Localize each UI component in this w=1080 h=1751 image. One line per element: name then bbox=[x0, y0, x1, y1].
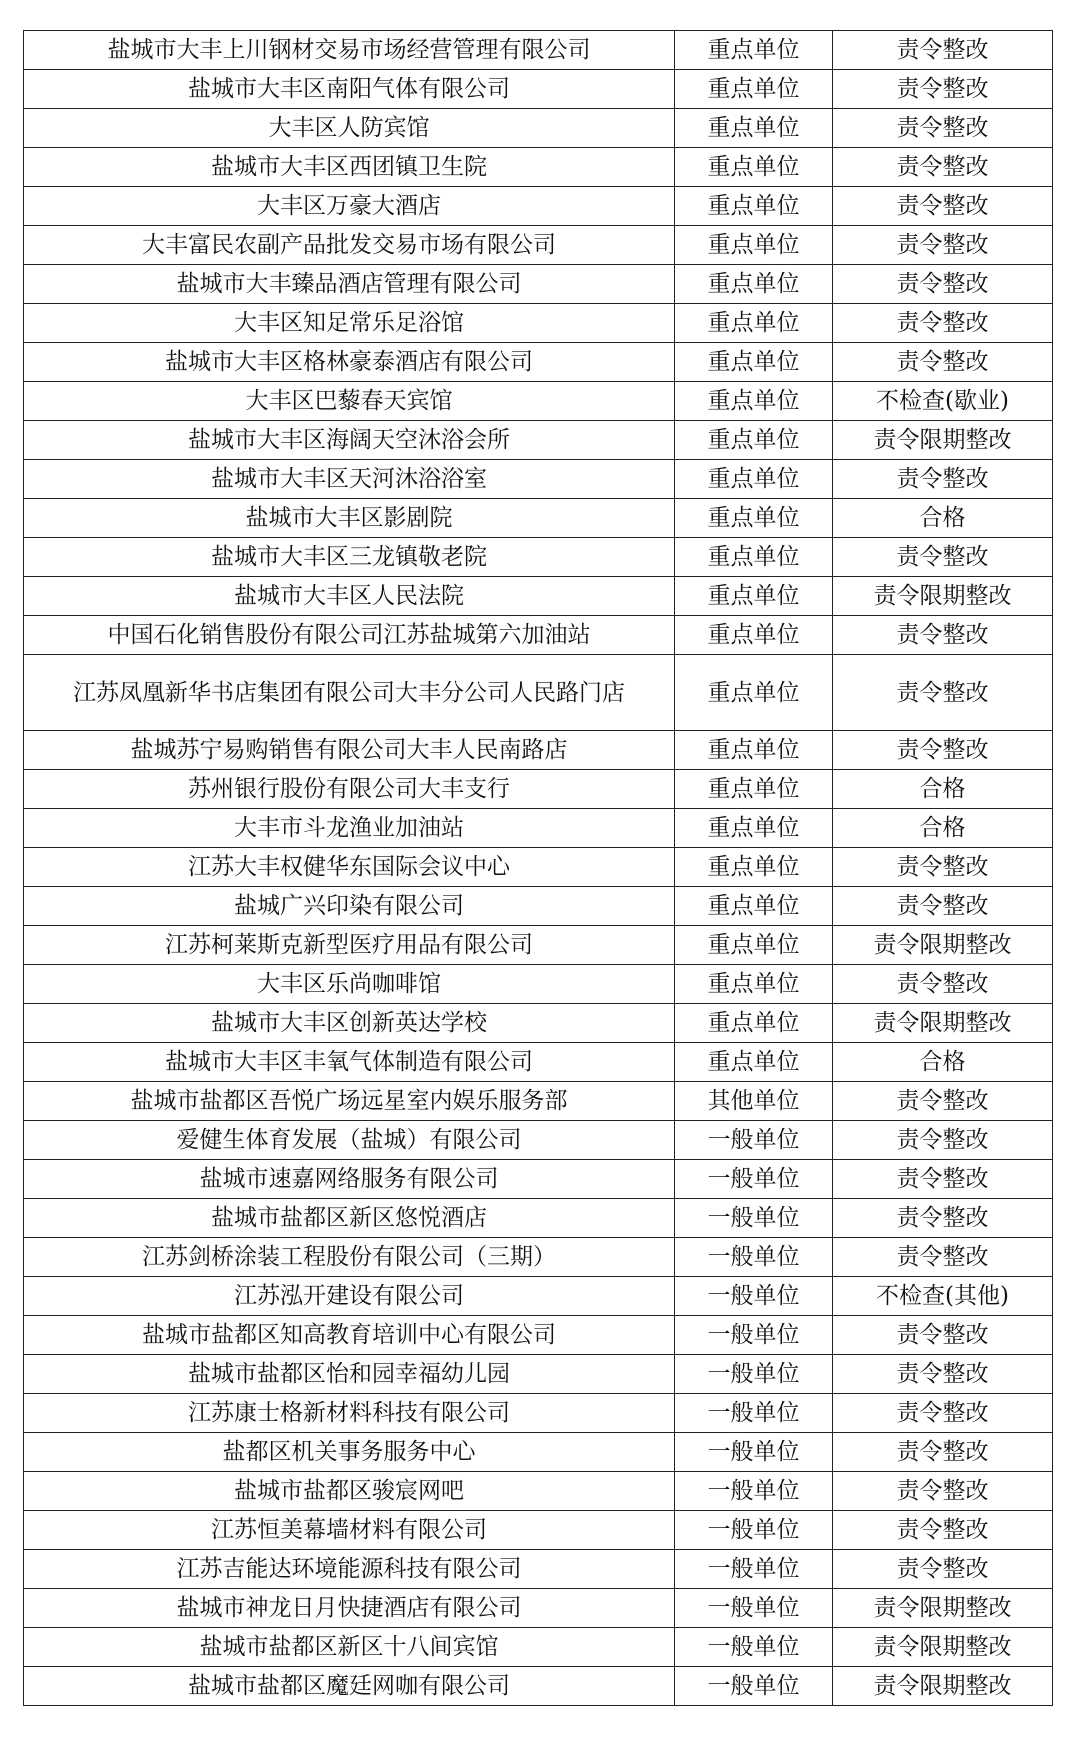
unit-name-cell: 盐城市大丰区三龙镇敬老院 bbox=[24, 538, 675, 577]
unit-type-cell: 重点单位 bbox=[675, 343, 833, 382]
inspection-result-cell: 责令整改 bbox=[833, 1511, 1053, 1550]
unit-name-cell: 盐城市盐都区怡和园幸福幼儿园 bbox=[24, 1355, 675, 1394]
unit-name-cell: 中国石化销售股份有限公司江苏盐城第六加油站 bbox=[24, 616, 675, 655]
inspection-result-cell: 责令整改 bbox=[833, 109, 1053, 148]
unit-type-cell: 重点单位 bbox=[675, 538, 833, 577]
unit-type-cell: 重点单位 bbox=[675, 1043, 833, 1082]
unit-name-cell: 江苏泓开建设有限公司 bbox=[24, 1277, 675, 1316]
unit-type-cell: 重点单位 bbox=[675, 926, 833, 965]
inspection-result-cell: 责令整改 bbox=[833, 1199, 1053, 1238]
unit-name-cell: 盐城市大丰区南阳气体有限公司 bbox=[24, 70, 675, 109]
table-row bbox=[24, 1511, 1053, 1550]
unit-name-cell: 盐城市盐都区新区悠悦酒店 bbox=[24, 1199, 675, 1238]
table-row bbox=[24, 1394, 1053, 1433]
inspection-result-cell: 责令限期整改 bbox=[833, 577, 1053, 616]
unit-type-cell: 一般单位 bbox=[675, 1628, 833, 1667]
unit-name-cell: 爱健生体育发展（盐城）有限公司 bbox=[24, 1121, 675, 1160]
unit-name-cell: 苏州银行股份有限公司大丰支行 bbox=[24, 770, 675, 809]
inspection-result-cell: 责令整改 bbox=[833, 965, 1053, 1004]
unit-name-cell: 大丰市斗龙渔业加油站 bbox=[24, 809, 675, 848]
inspection-result-cell: 责令限期整改 bbox=[833, 421, 1053, 460]
unit-name-cell: 盐城广兴印染有限公司 bbox=[24, 887, 675, 926]
unit-name-cell: 盐城市大丰区创新英达学校 bbox=[24, 1004, 675, 1043]
inspection-result-cell: 责令整改 bbox=[833, 1355, 1053, 1394]
inspection-result-cell: 责令整改 bbox=[833, 1394, 1053, 1433]
inspection-result-cell: 责令整改 bbox=[833, 1472, 1053, 1511]
table-row bbox=[24, 577, 1053, 616]
unit-type-cell: 重点单位 bbox=[675, 1004, 833, 1043]
inspection-result-cell: 责令限期整改 bbox=[833, 926, 1053, 965]
unit-name-cell: 盐城市大丰区人民法院 bbox=[24, 577, 675, 616]
unit-type-cell: 一般单位 bbox=[675, 1394, 833, 1433]
unit-type-cell: 重点单位 bbox=[675, 226, 833, 265]
table-row bbox=[24, 926, 1053, 965]
inspection-result-cell: 责令限期整改 bbox=[833, 1004, 1053, 1043]
inspection-result-cell: 责令整改 bbox=[833, 616, 1053, 655]
inspection-result-cell: 不检查(其他) bbox=[833, 1277, 1053, 1316]
unit-type-cell: 重点单位 bbox=[675, 887, 833, 926]
inspection-result-cell: 责令整改 bbox=[833, 1160, 1053, 1199]
table-row bbox=[24, 1550, 1053, 1589]
table-row bbox=[24, 731, 1053, 770]
unit-name-cell: 盐城苏宁易购销售有限公司大丰人民南路店 bbox=[24, 731, 675, 770]
unit-name-cell: 盐城市盐都区吾悦广场远星室内娱乐服务部 bbox=[24, 1082, 675, 1121]
inspection-result-cell: 责令整改 bbox=[833, 538, 1053, 577]
table-row bbox=[24, 304, 1053, 343]
table-row bbox=[24, 226, 1053, 265]
unit-name-cell: 盐城市神龙日月快捷酒店有限公司 bbox=[24, 1589, 675, 1628]
unit-name-cell: 盐城市大丰区西团镇卫生院 bbox=[24, 148, 675, 187]
table-row bbox=[24, 809, 1053, 848]
unit-type-cell: 一般单位 bbox=[675, 1472, 833, 1511]
inspection-results-table bbox=[23, 30, 1053, 1706]
inspection-result-cell: 责令整改 bbox=[833, 1238, 1053, 1277]
table-row bbox=[24, 770, 1053, 809]
table-row bbox=[24, 109, 1053, 148]
table-body bbox=[24, 31, 1053, 1706]
table-row bbox=[24, 965, 1053, 1004]
unit-type-cell: 一般单位 bbox=[675, 1316, 833, 1355]
unit-name-cell: 盐城市盐都区骏宸网吧 bbox=[24, 1472, 675, 1511]
unit-name-cell: 大丰区万豪大酒店 bbox=[24, 187, 675, 226]
inspection-result-cell: 责令整改 bbox=[833, 304, 1053, 343]
unit-name-cell: 江苏康士格新材料科技有限公司 bbox=[24, 1394, 675, 1433]
inspection-result-cell: 责令整改 bbox=[833, 1316, 1053, 1355]
inspection-result-cell: 责令限期整改 bbox=[833, 1667, 1053, 1706]
unit-type-cell: 一般单位 bbox=[675, 1121, 833, 1160]
inspection-result-cell: 责令整改 bbox=[833, 848, 1053, 887]
unit-name-cell: 盐城市大丰区天河沐浴浴室 bbox=[24, 460, 675, 499]
inspection-result-cell: 责令整改 bbox=[833, 1082, 1053, 1121]
unit-type-cell: 一般单位 bbox=[675, 1355, 833, 1394]
unit-type-cell: 重点单位 bbox=[675, 848, 833, 887]
unit-name-cell: 大丰富民农副产品批发交易市场有限公司 bbox=[24, 226, 675, 265]
unit-type-cell: 重点单位 bbox=[675, 809, 833, 848]
inspection-result-cell: 合格 bbox=[833, 1043, 1053, 1082]
table-row bbox=[24, 31, 1053, 70]
inspection-result-cell: 责令整改 bbox=[833, 460, 1053, 499]
unit-type-cell: 重点单位 bbox=[675, 148, 833, 187]
table-row bbox=[24, 1043, 1053, 1082]
table-row bbox=[24, 1238, 1053, 1277]
unit-type-cell: 一般单位 bbox=[675, 1160, 833, 1199]
unit-type-cell: 重点单位 bbox=[675, 187, 833, 226]
inspection-result-cell: 责令整改 bbox=[833, 226, 1053, 265]
unit-type-cell: 重点单位 bbox=[675, 770, 833, 809]
table-row bbox=[24, 148, 1053, 187]
unit-name-cell: 盐城市盐都区新区十八间宾馆 bbox=[24, 1628, 675, 1667]
unit-name-cell: 大丰区乐尚咖啡馆 bbox=[24, 965, 675, 1004]
unit-type-cell: 一般单位 bbox=[675, 1667, 833, 1706]
table-row bbox=[24, 887, 1053, 926]
table-row bbox=[24, 1667, 1053, 1706]
table-row bbox=[24, 187, 1053, 226]
unit-type-cell: 一般单位 bbox=[675, 1511, 833, 1550]
inspection-result-cell: 责令整改 bbox=[833, 887, 1053, 926]
table-row bbox=[24, 1082, 1053, 1121]
unit-name-cell: 江苏吉能达环境能源科技有限公司 bbox=[24, 1550, 675, 1589]
inspection-result-cell: 责令整改 bbox=[833, 1550, 1053, 1589]
table-row bbox=[24, 616, 1053, 655]
table-row bbox=[24, 1316, 1053, 1355]
unit-name-cell: 盐城市大丰区丰氧气体制造有限公司 bbox=[24, 1043, 675, 1082]
unit-type-cell: 重点单位 bbox=[675, 460, 833, 499]
table-row bbox=[24, 1472, 1053, 1511]
unit-type-cell: 一般单位 bbox=[675, 1433, 833, 1472]
unit-name-cell: 大丰区知足常乐足浴馆 bbox=[24, 304, 675, 343]
unit-name-cell: 江苏大丰权健华东国际会议中心 bbox=[24, 848, 675, 887]
table-row bbox=[24, 1433, 1053, 1472]
inspection-result-cell: 责令整改 bbox=[833, 148, 1053, 187]
unit-name-cell: 大丰区人防宾馆 bbox=[24, 109, 675, 148]
inspection-results-sheet bbox=[23, 30, 1052, 1706]
table-row bbox=[24, 460, 1053, 499]
unit-type-cell: 一般单位 bbox=[675, 1238, 833, 1277]
inspection-result-cell: 责令整改 bbox=[833, 187, 1053, 226]
unit-name-cell: 盐城市大丰区影剧院 bbox=[24, 499, 675, 538]
table-row bbox=[24, 1277, 1053, 1316]
unit-type-cell: 一般单位 bbox=[675, 1550, 833, 1589]
unit-name-cell: 盐城市大丰上川钢材交易市场经营管理有限公司 bbox=[24, 31, 675, 70]
inspection-result-cell: 责令整改 bbox=[833, 265, 1053, 304]
table-row bbox=[24, 1121, 1053, 1160]
inspection-result-cell: 合格 bbox=[833, 499, 1053, 538]
unit-name-cell: 江苏恒美幕墙材料有限公司 bbox=[24, 1511, 675, 1550]
unit-type-cell: 重点单位 bbox=[675, 577, 833, 616]
table-row bbox=[24, 1199, 1053, 1238]
inspection-result-cell: 不检查(歇业) bbox=[833, 382, 1053, 421]
unit-type-cell: 一般单位 bbox=[675, 1589, 833, 1628]
unit-name-cell: 盐城市大丰区格林豪泰酒店有限公司 bbox=[24, 343, 675, 382]
table-row bbox=[24, 1628, 1053, 1667]
inspection-result-cell: 责令整改 bbox=[833, 1433, 1053, 1472]
unit-name-cell: 盐都区机关事务服务中心 bbox=[24, 1433, 675, 1472]
table-row bbox=[24, 538, 1053, 577]
unit-type-cell: 重点单位 bbox=[675, 499, 833, 538]
unit-type-cell: 重点单位 bbox=[675, 109, 833, 148]
table-row bbox=[24, 70, 1053, 109]
inspection-result-cell: 合格 bbox=[833, 770, 1053, 809]
unit-name-cell: 盐城市大丰区海阔天空沐浴会所 bbox=[24, 421, 675, 460]
unit-name-cell: 江苏柯莱斯克新型医疗用品有限公司 bbox=[24, 926, 675, 965]
table-row bbox=[24, 382, 1053, 421]
table-row bbox=[24, 265, 1053, 304]
unit-type-cell: 重点单位 bbox=[675, 265, 833, 304]
table-row bbox=[24, 499, 1053, 538]
table-row bbox=[24, 343, 1053, 382]
unit-type-cell: 重点单位 bbox=[675, 382, 833, 421]
unit-type-cell: 一般单位 bbox=[675, 1277, 833, 1316]
inspection-result-cell: 责令整改 bbox=[833, 1121, 1053, 1160]
unit-type-cell: 重点单位 bbox=[675, 731, 833, 770]
table-row bbox=[24, 1160, 1053, 1199]
unit-name-cell: 盐城市速嘉网络服务有限公司 bbox=[24, 1160, 675, 1199]
unit-name-cell: 江苏凤凰新华书店集团有限公司大丰分公司人民路门店 bbox=[24, 655, 675, 731]
unit-name-cell: 盐城市大丰臻品酒店管理有限公司 bbox=[24, 265, 675, 304]
unit-name-cell: 大丰区巴藜春天宾馆 bbox=[24, 382, 675, 421]
table-row bbox=[24, 1355, 1053, 1394]
unit-type-cell: 重点单位 bbox=[675, 304, 833, 343]
inspection-result-cell: 责令整改 bbox=[833, 343, 1053, 382]
inspection-result-cell: 责令限期整改 bbox=[833, 1589, 1053, 1628]
inspection-result-cell: 责令整改 bbox=[833, 655, 1053, 731]
inspection-result-cell: 责令整改 bbox=[833, 31, 1053, 70]
inspection-result-cell: 责令限期整改 bbox=[833, 1628, 1053, 1667]
table-row bbox=[24, 1004, 1053, 1043]
unit-name-cell: 盐城市盐都区知高教育培训中心有限公司 bbox=[24, 1316, 675, 1355]
unit-type-cell: 重点单位 bbox=[675, 70, 833, 109]
table-row bbox=[24, 421, 1053, 460]
table-row bbox=[24, 848, 1053, 887]
unit-type-cell: 重点单位 bbox=[675, 965, 833, 1004]
unit-type-cell: 重点单位 bbox=[675, 31, 833, 70]
inspection-result-cell: 合格 bbox=[833, 809, 1053, 848]
unit-name-cell: 江苏剑桥涂装工程股份有限公司（三期） bbox=[24, 1238, 675, 1277]
inspection-result-cell: 责令整改 bbox=[833, 731, 1053, 770]
unit-type-cell: 一般单位 bbox=[675, 1199, 833, 1238]
unit-name-cell: 盐城市盐都区魔廷网咖有限公司 bbox=[24, 1667, 675, 1706]
unit-type-cell: 重点单位 bbox=[675, 655, 833, 731]
unit-type-cell: 重点单位 bbox=[675, 421, 833, 460]
unit-type-cell: 其他单位 bbox=[675, 1082, 833, 1121]
unit-type-cell: 重点单位 bbox=[675, 616, 833, 655]
table-row bbox=[24, 655, 1053, 731]
inspection-result-cell: 责令整改 bbox=[833, 70, 1053, 109]
table-row bbox=[24, 1589, 1053, 1628]
